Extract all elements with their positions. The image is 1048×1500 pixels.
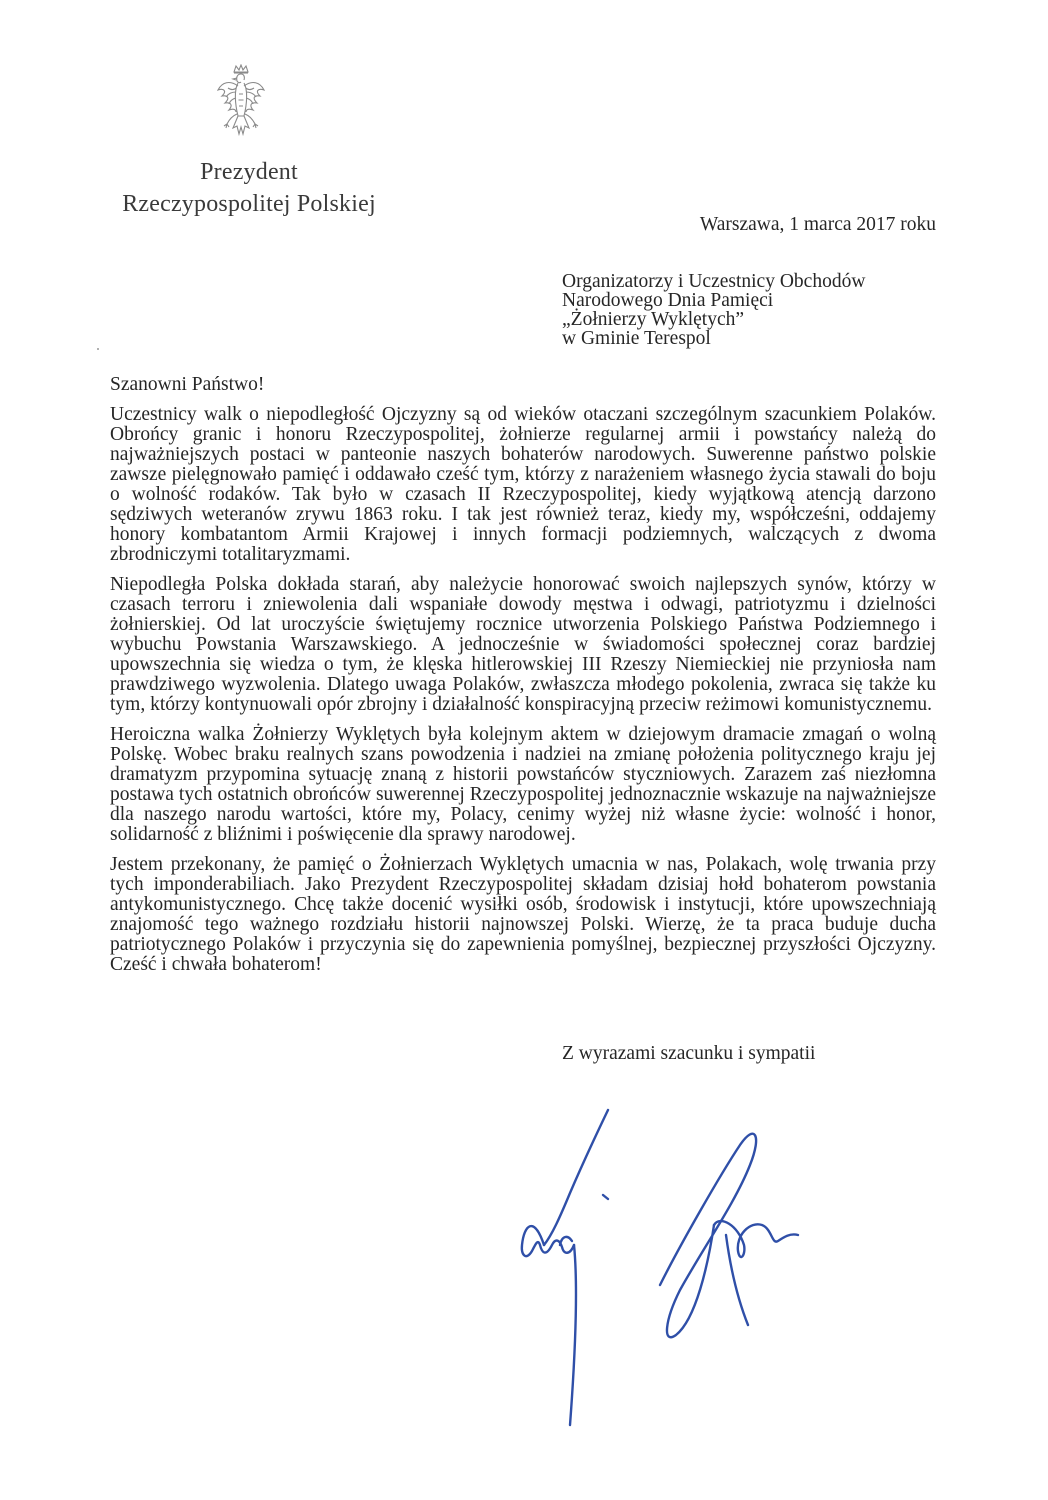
body-paragraph: Uczestnicy walk o niepodległość Ojczyzny są od wieków otaczani szczególnym szacunkiem Polaków. Obrońcy granic i honoru Rzeczypospolitej, żołnierze regularnej armii i powstańcy należą do najważniejszych postaci w panteonie naszych bohaterów narodowych. Suwerenne państwo polskie zawsze pielęgnowało pamięć i oddawało cześć tym, którzy z narażeniem własnego życia stawali do boju o wolność rodaków. Tak było w czasach II Rzeczypospolitej, kiedy wyjątkową atencją darzono sędziwych weteranów zrywu 1863 roku. I tak jest również teraz, kiedy my, współcześni, oddajemy honory kombatantom Armii Krajowej i innych formacji podziemnych, walczących z dwoma zbrodniczymi totalitaryzmami. <box>110 404 936 565</box>
handwritten-signature <box>500 1095 830 1455</box>
addressee-line: w Gminie Terespol <box>562 328 711 349</box>
body-paragraph: Niepodległa Polska dokłada starań, aby należycie honorować swoich najlepszych synów, którzy w czasach terroru i zniewolenia dali wspaniałe dowody męstwa i odwagi, patriotyzmu i dzielności żołnierskiej. Od lat uroczyście świętujemy rocznice utworzenia Polskiego Państwa Podziemnego i wybuchu Powstania Warszawskiego. A jednocześnie w świadomości społecznej coraz bardziej upowszechnia się wiedza o tym, że klęska hitlerowskiej III Rzeszy Niemieckiej nie przyniosła nam prawdziwego wyzwolenia. Dlatego uwaga Polaków, zwłaszcza młodego pokolenia, zwraca się także ku tym, którzy kontynuowali opór zbrojny i działalność konspiracyjną przeciw reżimowi komunistycznemu. <box>110 574 936 715</box>
letterhead-subtitle: Rzeczypospolitej Polskiej <box>122 191 376 217</box>
salutation: Szanowni Państwo! <box>110 374 265 395</box>
addressee-line: „Żołnierzy Wyklętych” <box>562 309 745 330</box>
letter-body <box>110 405 936 985</box>
letter-date: Warszawa, 1 marca 2017 roku <box>699 214 936 235</box>
addressee-line: Narodowego Dnia Pamięci <box>562 290 774 311</box>
body-paragraph: Jestem przekonany, że pamięć o Żołnierzach Wyklętych umacnia w nas, Polakach, wolę trwania przy tych imponderabiliach. Jako Prezydent Rzeczypospolitej składam dzisiaj hołd bohaterom powstania antykomunistycznego. Chcę także docenić wysiłki osób, środowisk i instytucji, które upowszechniają znajomość tego ważnego rozdziału historii najnowszej Polski. Wierzę, że ta praca buduje ducha patriotycznego Polaków i przyczynia się do zapewnienia pomyślnej, bezpiecznej przyszłości Ojczyzny. Cześć i chwała bohaterom! <box>110 854 936 975</box>
closing-phrase: Z wyrazami szacunku i sympatii <box>562 1043 816 1064</box>
letterhead-title: Prezydent <box>200 159 298 185</box>
margin-mark <box>97 348 99 350</box>
addressee-line: Organizatorzy i Uczestnicy Obchodów <box>562 271 866 292</box>
white-eagle-emblem-icon <box>214 64 268 148</box>
addressee-block <box>562 272 865 348</box>
body-paragraph: Heroiczna walka Żołnierzy Wyklętych była kolejnym aktem w dziejowym dramacie zmagań o wolną Polskę. Wobec braku realnych szans powodzenia i nadziei na zmianę położenia politycznego kraju jej dramatyzm przypomina sytuację znaną z historii powstańców styczniowych. Zarazem zaś niezłomna postawa tych ostatnich obrońców suwerennej Rzeczypospolitej jednoznacznie wskazuje na najważniejsze dla naszego narodu wartości, które my, Polacy, cenimy wyżej niż własne życie: wolność i honor, solidarność z bliźnimi i poświęcenie dla sprawy narodowej. <box>110 724 936 845</box>
